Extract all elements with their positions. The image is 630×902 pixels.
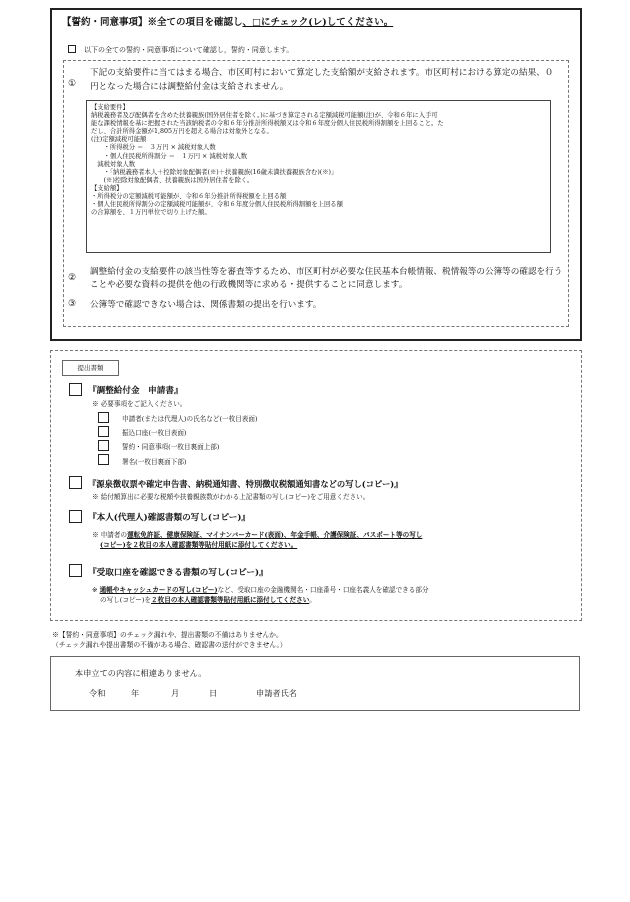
application-item-label: 申請者(または代理人)の氏名など(一枚目表面) <box>122 415 258 423</box>
application-title: 『調整給付金 申請書』 <box>88 386 183 396</box>
application-item-checkbox[interactable] <box>98 454 109 465</box>
requirements-line: (注)定額減税可能額 <box>91 136 147 144</box>
year-label: 年 <box>131 688 140 698</box>
bank-documents-title: 『受取口座を確認できる書類の写し(コピー)』 <box>88 568 268 578</box>
tax-documents-title: 『源泉徴収票や確定申告書、納税通知書、特別徴収税額通知書などの写し(コピー)』 <box>88 479 403 489</box>
application-item-label: 署名(一枚目裏面下部) <box>122 458 187 466</box>
requirements-line: だし、合計所得金額が1,805万円を超える場合は対象外となる。 <box>91 128 273 136</box>
requirements-line: 能な課税情報を基に把握された当該納税者の令和６年分推計所得税額又は令和６年度分個人住民税所得割額を上回ること。た <box>91 120 444 128</box>
requirements-line: ・「納税義務者本人＋控除対象配偶者(※)＋扶養親族(16歳未満扶養親族含む)(※)」 <box>91 168 338 176</box>
application-item-label: 振込口座(一枚目表面) <box>122 429 187 437</box>
consent-header-instruction: 、□にチェック(レ)してください。 <box>242 17 394 28</box>
requirements-box <box>86 100 551 253</box>
application-note: ※ 必要事項をご記入ください。 <box>92 400 187 408</box>
amount-line: ・所得税分の定額減税可能額が、令和６年分推計所得税額を上回る額 <box>91 193 287 201</box>
consent-check-row <box>68 45 293 55</box>
consent-header: 【誓約・同意事項】※全ての項目を確認し、□にチェック(レ)してください。 <box>62 17 394 28</box>
requirements-line: ・所得税分 ＝ ３万円 × 減税対象人数 <box>91 144 216 152</box>
application-checkbox[interactable] <box>69 383 82 396</box>
item3-number: ③ <box>68 299 77 309</box>
amount-line: ・個人住民税所得割分の定額減税可能額が、令和６年度分個人住民税所得割額を上回る額 <box>91 201 343 209</box>
item2-text: 調整給付金の支給要件の該当性等を審査等するため、市区町村が必要な住民基本台帳情報、税情報等の公簿等の確認を行うことや必要な資料の提供を他の行政機関等に求める・提供することに同意します。 <box>90 267 563 290</box>
amount-heading: 【支給額】 <box>91 184 123 192</box>
tax-documents-note: ※ 給付額算出に必要な税額や扶養親族数がわかる上記書類の写し(コピー)をご用意ください。 <box>92 493 370 501</box>
bank-documents-checkbox[interactable] <box>69 564 82 577</box>
submission-warning: ※【誓約・同意事項】のチェック漏れや、提出書類の不備はありませんか。 （チェック漏れや提出書類の不備がある場合、確認書の送付ができません。） <box>52 631 287 649</box>
requirements-heading: 【支給要件】 <box>91 104 129 111</box>
item1-number: ① <box>68 79 77 89</box>
application-item-checkbox[interactable] <box>98 412 109 423</box>
item1-text: 下記の支給要件に当てはまる場合、市区町村において算定した支給額が支給されます。市区町村における算定の結果、０円となった場合には調整給付金は支給されません。 <box>90 68 554 92</box>
month-label: 月 <box>171 688 180 698</box>
requirements-line: 減税対象人数 <box>91 160 136 168</box>
documents-label: 提出書類 <box>62 360 119 376</box>
requirements-line: (※)控除対象配偶者、扶養親族は国外居住者を除く。 <box>91 176 254 184</box>
requirements-line: 納税義務者及び配偶者を含めた扶養親族(国外居住者を除く。)に基づき算定される定額減税可能額(注)が、令和６年に入手可 <box>91 112 438 120</box>
application-item-label: 誓約・同意事項(一枚目裏面上部) <box>122 443 220 451</box>
id-documents-checkbox[interactable] <box>69 510 82 523</box>
consent-check-label: 以下の全ての誓約・同意事項について確認し，誓約・同意します。 <box>84 46 294 54</box>
consent-checkbox[interactable] <box>68 45 76 53</box>
day-label: 日 <box>209 688 218 698</box>
declaration-box <box>50 656 580 711</box>
application-item-checkbox[interactable] <box>98 426 109 437</box>
declaration-text: 本申立ての内容に相違ありません。 <box>75 668 207 678</box>
amount-line: の合算額を、１万円単位で切り上げた額。 <box>91 209 211 217</box>
id-documents-note: ※ 申請者の運転免許証、健康保険証、マイナンバーカード(表面)、年金手帳、介護保険証、パスポート等の写し (コピー)を２枚目の本人確認書類等貼付用紙に添付してください。 <box>92 531 423 549</box>
application-item-checkbox[interactable] <box>98 440 109 451</box>
item2-number: ② <box>68 273 77 283</box>
era-label: 令和 <box>89 688 106 698</box>
id-documents-title: 『本人(代理人)確認書類の写し(コピー)』 <box>88 513 251 523</box>
applicant-name-label: 申請者氏名 <box>256 688 297 698</box>
tax-documents-checkbox[interactable] <box>69 476 82 489</box>
requirements-line: ・個人住民税所得割分 ＝ １万円 × 減税対象人数 <box>91 152 248 160</box>
item3-text: 公簿等で確認できない場合は、関係書類の提出を行います。 <box>90 300 322 310</box>
bank-documents-note: ※ 通帳やキャッシュカードの写し(コピー)など、受取口座の金融機関名・口座番号・口座名義人を確認できる部分 の写し(コピー)を２枚目の本人確認書類等貼付用紙に添付してください。 <box>92 586 429 604</box>
